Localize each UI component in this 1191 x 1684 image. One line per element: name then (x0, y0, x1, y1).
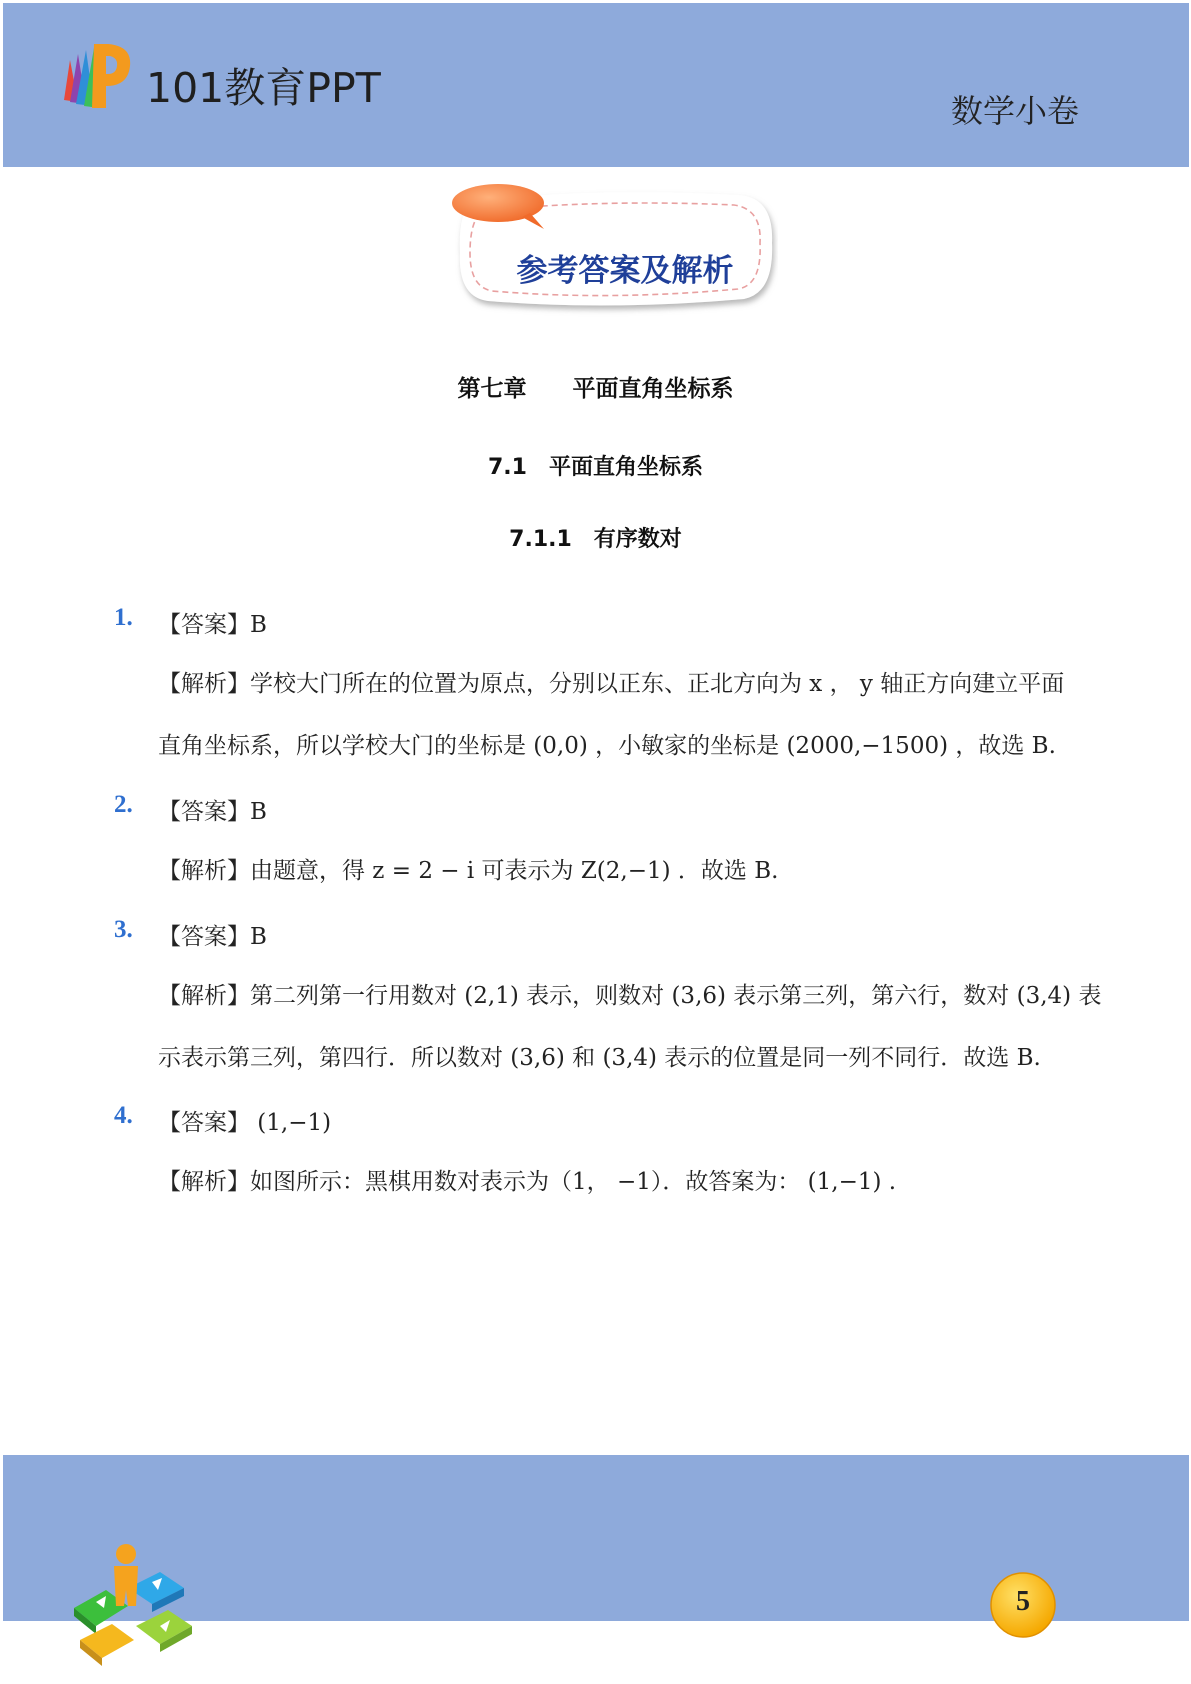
answer-line: 【答案】 (1,−1) (158, 1110, 332, 1136)
speech-bubble-banner (448, 183, 778, 318)
analysis-line: 【解析】由题意，得 z = 2 − i 可表示为 Z(2,−1) ．故选 B. (158, 858, 779, 884)
header-category-label: 数学小卷 (950, 92, 1079, 130)
answer-line: 【答案】B (158, 799, 267, 825)
answer-line: 【答案】B (158, 924, 267, 950)
banner-title: 参考答案及解析 (516, 253, 734, 289)
analysis-line: 示表示第三列，第四行．所以数对 (3,6) 和 (3,4) 表示的位置是同一列不同行．故选 B. (158, 1045, 1041, 1071)
chapter-title: 第七章 平面直角坐标系 (457, 376, 734, 402)
section-title: 7.1 平面直角坐标系 (488, 455, 703, 480)
brand-name: 101教育PPT (146, 64, 381, 112)
analysis-line: 【解析】如图所示：黑棋用数对表示为（1， −1）．故答案为： (1,−1) . (158, 1169, 897, 1195)
question-number: 3. (114, 916, 133, 943)
answer-line: 【答案】B (158, 612, 267, 638)
figure-on-tiles-icon (66, 1540, 216, 1670)
page-number: 5 (1016, 1586, 1030, 1617)
101-p-logo-icon (56, 40, 134, 114)
analysis-line: 直角坐标系，所以学校大门的坐标是 (0,0) ，小敏家的坐标是 (2000,−1500) ，故选 B. (158, 733, 1056, 759)
question-number: 2. (114, 791, 133, 818)
subsection-title: 7.1.1 有序数对 (509, 527, 682, 552)
question-number: 1. (114, 604, 133, 631)
analysis-line: 【解析】学校大门所在的位置为原点，分别以正东、正北方向为 x ， y 轴正方向建立平面 (158, 671, 1065, 697)
analysis-line: 【解析】第二列第一行用数对 (2,1) 表示，则数对 (3,6) 表示第三列，第六行，数对 (3,4) 表 (158, 983, 1102, 1009)
question-number: 4. (114, 1102, 133, 1129)
